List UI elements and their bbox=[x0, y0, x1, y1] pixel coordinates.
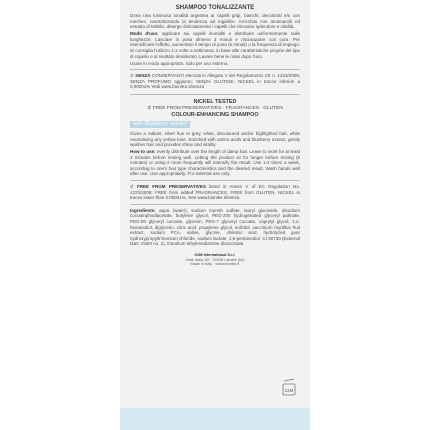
italian-description: Dona una luminosa tonalità argentea ai capelli grigi, bianchi, decolorati e/o con meches, neutralizzando la tendenza ad ingiallire. Arricchito con aminoacidi ed estratto di Mirtillo, deterge delicatamente i capelli che ritrovano splendore e vitalità. bbox=[130, 13, 300, 30]
manufacturer-block bbox=[130, 253, 300, 267]
free-from-text: FREE FROM PRESERVATIVES · FRAGRANCES · GLUTEN bbox=[152, 105, 283, 111]
ingredients-label: Ingredients: bbox=[130, 207, 156, 213]
english-free-text: listed in Annex V of EC Regulation No. 1223/2009; FREE from added FRAGRANCES; FREE from GLUTEN. NICKEL in traces lower than 0.00001%. See www.bionike.it/senza bbox=[130, 184, 300, 201]
italian-warning: Usare in modo appropriato. Solo per uso esterno. bbox=[130, 60, 229, 66]
no-icon: ⊄ bbox=[130, 73, 136, 79]
english-usage-label: How to use: bbox=[130, 149, 156, 155]
manufacturer-made-in: Made in Italy · www.bionike.it bbox=[190, 262, 240, 267]
english-usage bbox=[130, 149, 300, 177]
divider bbox=[130, 69, 300, 70]
nickel-tested: NICKEL TESTED bbox=[193, 98, 237, 105]
no-icon: ⊄ bbox=[147, 105, 153, 111]
pao-label: 12M bbox=[284, 388, 294, 393]
english-description: Gives a radiant, silver hue to grey, white, decoloured and/or highlighted hair, while neutralising any yellow tone. Enriched with amino acids and blueberry extract, gently washes hair and provides shine and vitality. bbox=[130, 130, 300, 148]
blueberry-badge: with Blueberry extract bbox=[130, 121, 190, 128]
manufacturer-name: ICIM International S.r.l. bbox=[194, 252, 236, 257]
english-free-label: FREE FROM PRESERVATIVES bbox=[137, 184, 206, 190]
italian-usage-label: Modo d'uso: bbox=[130, 31, 159, 37]
english-free-from bbox=[130, 184, 300, 201]
right-background bbox=[310, 0, 430, 430]
italian-senza bbox=[130, 73, 300, 90]
product-label bbox=[120, 0, 310, 430]
ingredients bbox=[130, 208, 300, 247]
italian-senza-text: CONSERVANTI elencati in Allegato V del Regolamento CE n. 1223/2009; SENZA PROFUMO aggiunto; SENZA GLUTINE. NICKEL in tracce inferiori a 0,00001% Vedi www.bioniKe.it/senza bbox=[130, 73, 300, 90]
italian-usage bbox=[130, 31, 300, 59]
label-bottom-band bbox=[120, 408, 310, 430]
manufacturer-address: Viale Italia, 60 - 20045 Lainate (MI) bbox=[185, 257, 245, 262]
divider bbox=[130, 94, 300, 95]
ingredients-text: aqua (water), sodium myreth sulfate, lauryl glucoside, disodium cocoamphodiacetate, butylene glycol, PEG-200 hydrogenated glyceryl palmate, PEG-80 glyceryl cocoate, glycerin, PEG-7 glyceryl cocoate, caprylyl glycol, 1,2-hexanediol, diglycerin, citric acid, propylene glycol, sorbitol, vaccinium myrtillus fruit extract, sodium PCA, valine, glycine, shikimic acid, hydrolyzed guar hydroxypropyltrimonium chloride, sodium lactate, 1,5-pentanediol, CI 60730 (External D&C Violet no. 2), trisodium ethylenediamine disuccinate. bbox=[130, 207, 300, 247]
divider bbox=[130, 180, 300, 181]
label-content bbox=[130, 4, 300, 267]
italian-senza-label: SENZA bbox=[135, 73, 151, 79]
english-title: COLOUR-ENHANCING SHAMPOO bbox=[171, 111, 259, 118]
italian-title: SHAMPOO TONALIZZANTE bbox=[175, 5, 255, 11]
badge-wrapper bbox=[130, 119, 300, 131]
divider bbox=[130, 204, 300, 205]
italian-usage-text: applicare sui capelli inumiditi e distribuire uniformemente sulle lunghezze. Lasciare in posa almeno 3 minuti e risciacquare con cura. Per intensificare l'effetto, aumentare il tempo di posa (5 minuti) o la frequenza di impiego. Si consiglia l'utilizzo 1-2 volte a settimana, in base alle caratteristiche proprie del tipo di capello e al risultato desiderato. Lavare bene le mani dopo l'uso. bbox=[130, 31, 300, 59]
no-icon: ⊄ bbox=[130, 184, 138, 190]
left-background bbox=[0, 0, 120, 430]
english-usage-text: evenly distribute over the length of damp hair. Leave to work for at least 3 minutes before rinsing well. Letting the product sit for longer before rinsing (5 minutes) or using it more frequently will intensify the result. Use 1-2 times a week, according to one's hair type characteristics and the desired result. Wash hands well after use. Use appropriately. For external use only. bbox=[130, 149, 300, 177]
pao-jar-icon bbox=[282, 378, 296, 396]
